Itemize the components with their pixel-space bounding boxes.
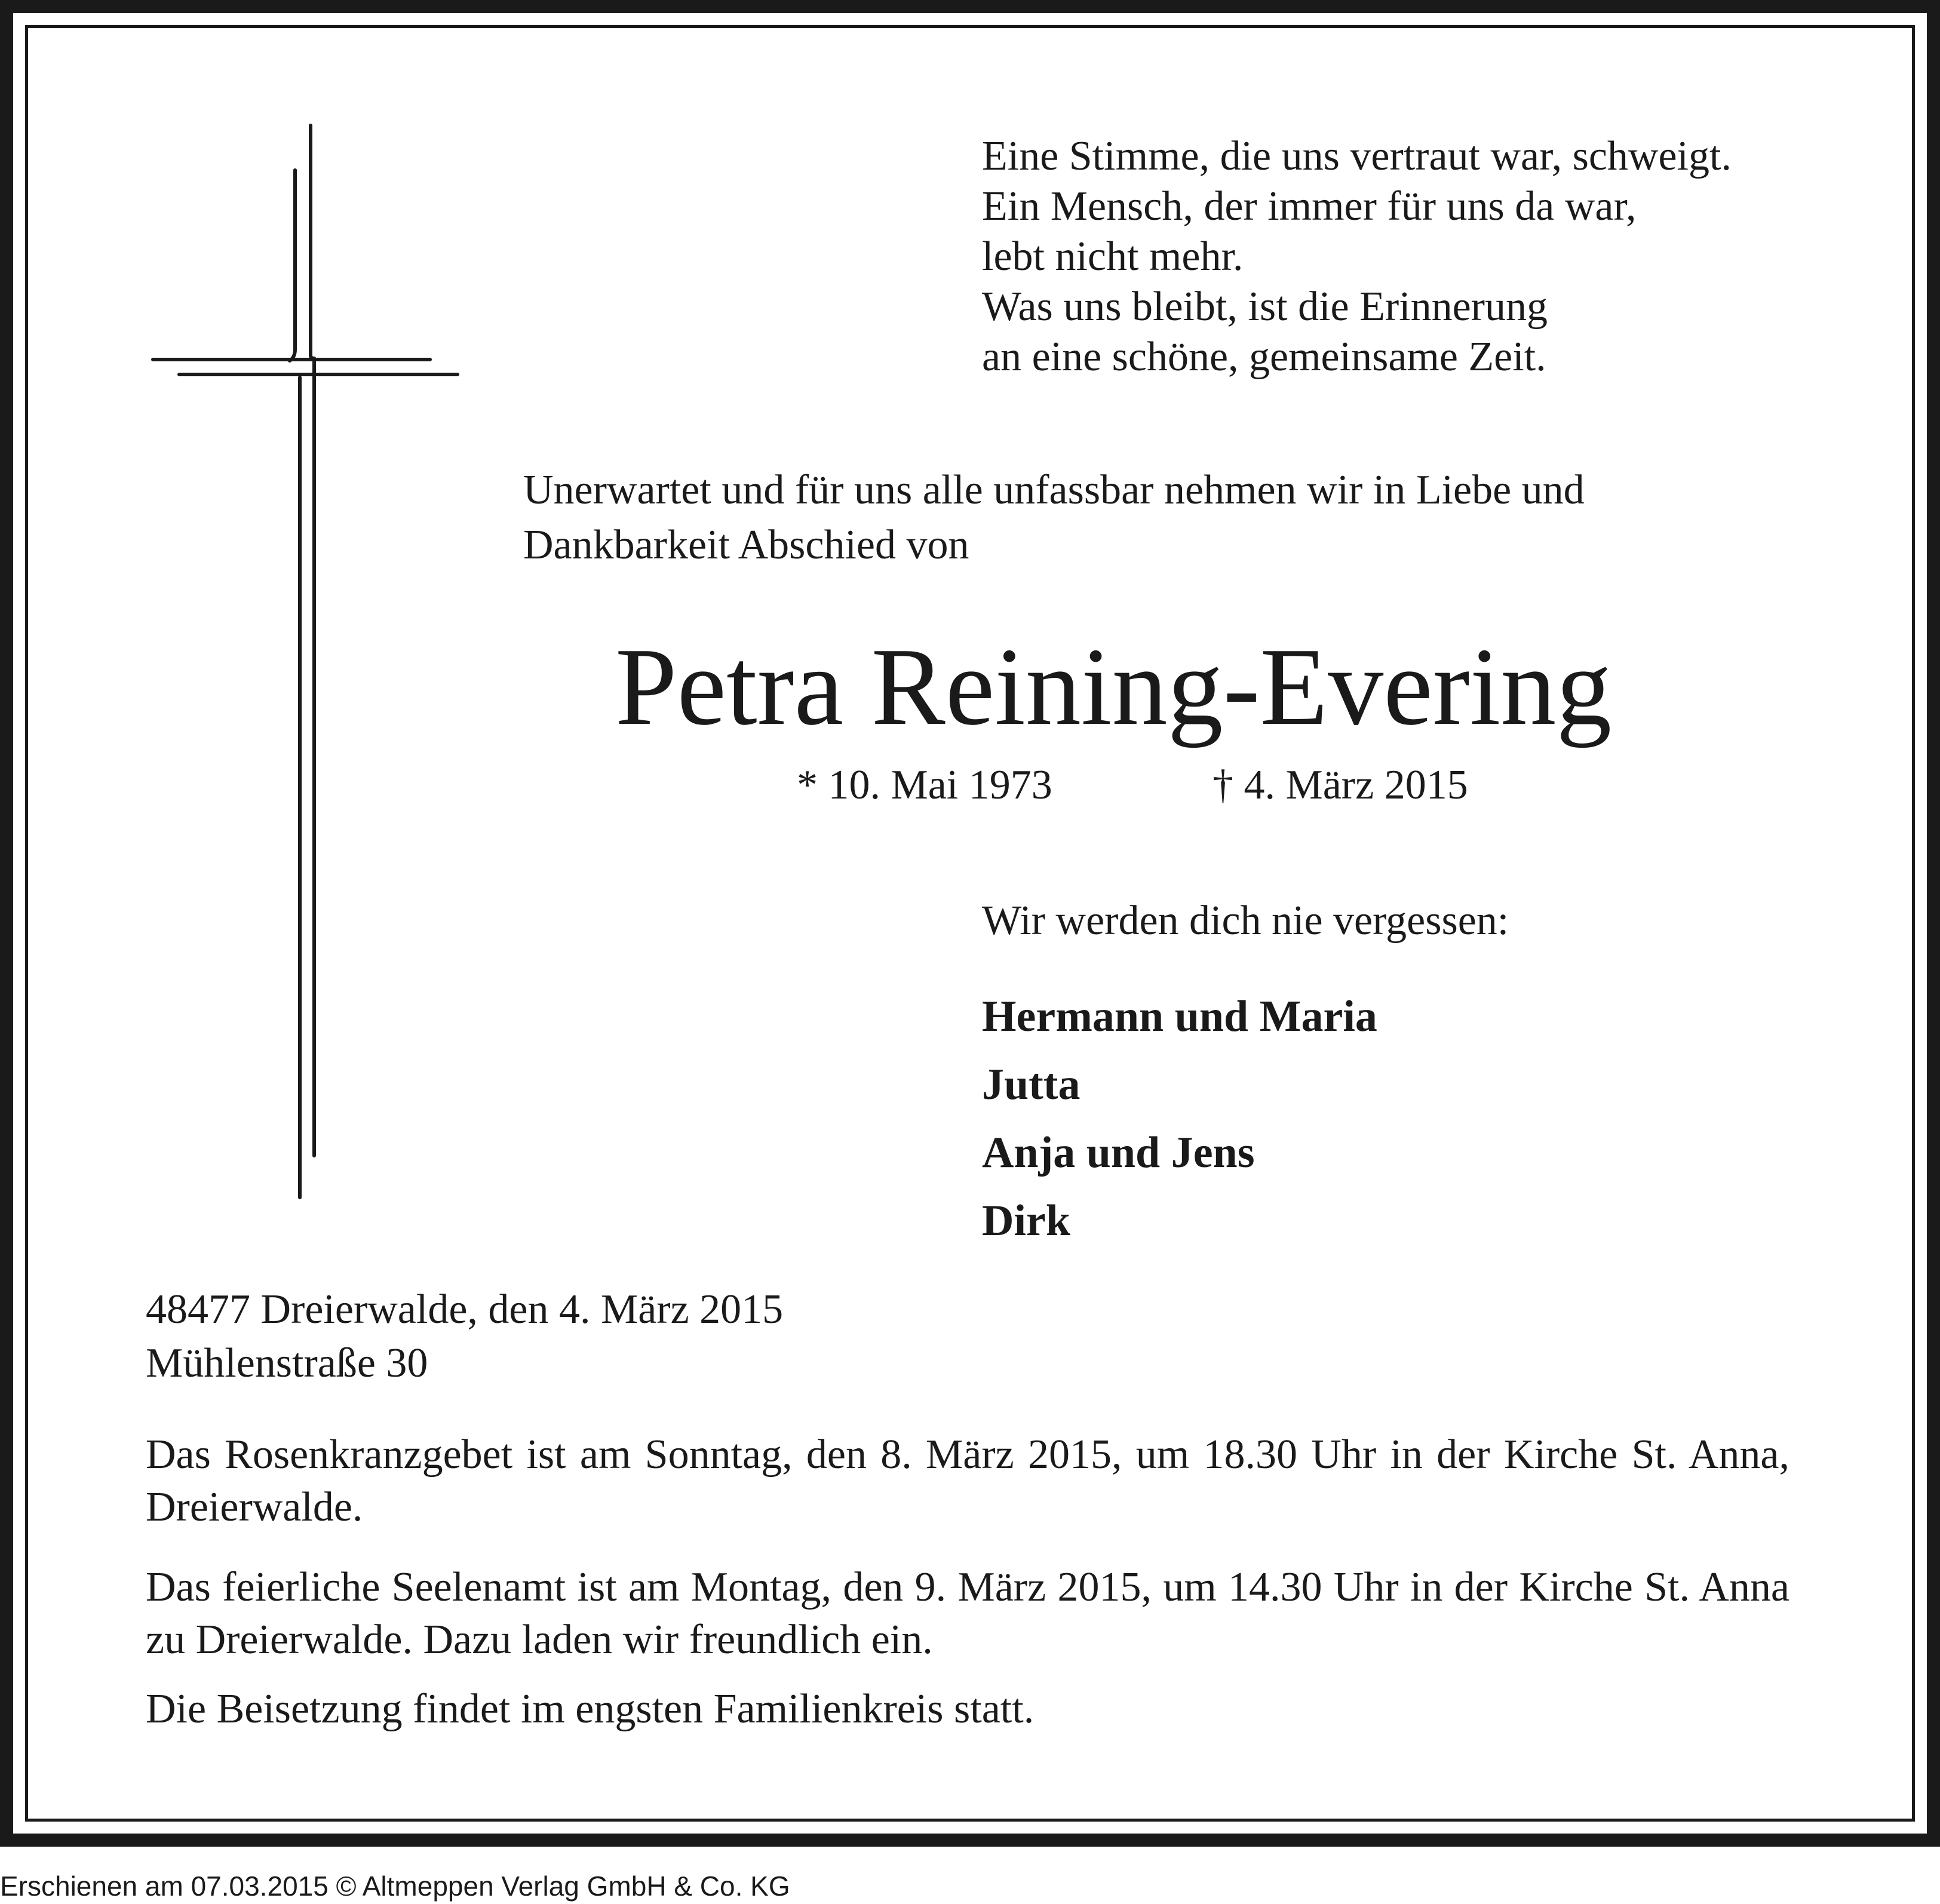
- mourners-list: [982, 982, 1377, 1255]
- poem-line: an eine schöne, gemeinsame Zeit.: [982, 334, 1546, 380]
- death-date: † 4. März 2015: [1212, 762, 1468, 808]
- place-and-address: [146, 1283, 783, 1390]
- rosary-notice: Das Rosenkranzgebet ist am Sonntag, den 8. März 2015, um 18.30 Uhr in der Kirche St. Anna, Dreierwalde.: [146, 1432, 1789, 1530]
- intro-line-1: Unerwartet und für uns alle unfassbar nehmen wir in Liebe und: [523, 467, 1585, 513]
- burial-notice: Die Beisetzung findet im engsten Familienkreis statt.: [146, 1686, 1035, 1732]
- poem-line: Ein Mensch, der immer für uns da war,: [982, 183, 1637, 229]
- poem-line: lebt nicht mehr.: [982, 234, 1244, 280]
- intro-line-2: Dankbarkeit Abschied von: [523, 522, 969, 568]
- poem-line: Eine Stimme, die uns vertraut war, schweigt.: [982, 133, 1732, 179]
- deceased-name: Petra Reining-Evering: [615, 625, 1612, 748]
- remembrance-line: Wir werden dich nie vergessen:: [982, 898, 1509, 944]
- publication-credit: Erschienen am 07.03.2015 © Altmeppen Verlag GmbH & Co. KG: [0, 1871, 790, 1902]
- birth-date: * 10. Mai 1973: [797, 762, 1052, 808]
- poem: [982, 131, 1732, 382]
- intro-text: [523, 463, 1585, 573]
- place-date: 48477 Dreierwalde, den 4. März 2015: [146, 1286, 784, 1332]
- requiem-notice: Das feierliche Seelenamt ist am Montag, den 9. März 2015, um 14.30 Uhr in der Kirche St. Anna zu Dreierwalde. Dazu laden wir freundlich ein.: [146, 1564, 1789, 1663]
- mourner-name: Anja und Jens: [982, 1128, 1255, 1177]
- mourner-name: Hermann und Maria: [982, 992, 1377, 1041]
- mourner-name: Dirk: [982, 1196, 1070, 1245]
- poem-line: Was uns bleibt, ist die Erinnerung: [982, 284, 1548, 330]
- street-address: Mühlenstraße 30: [146, 1340, 428, 1386]
- mourner-name: Jutta: [982, 1060, 1080, 1109]
